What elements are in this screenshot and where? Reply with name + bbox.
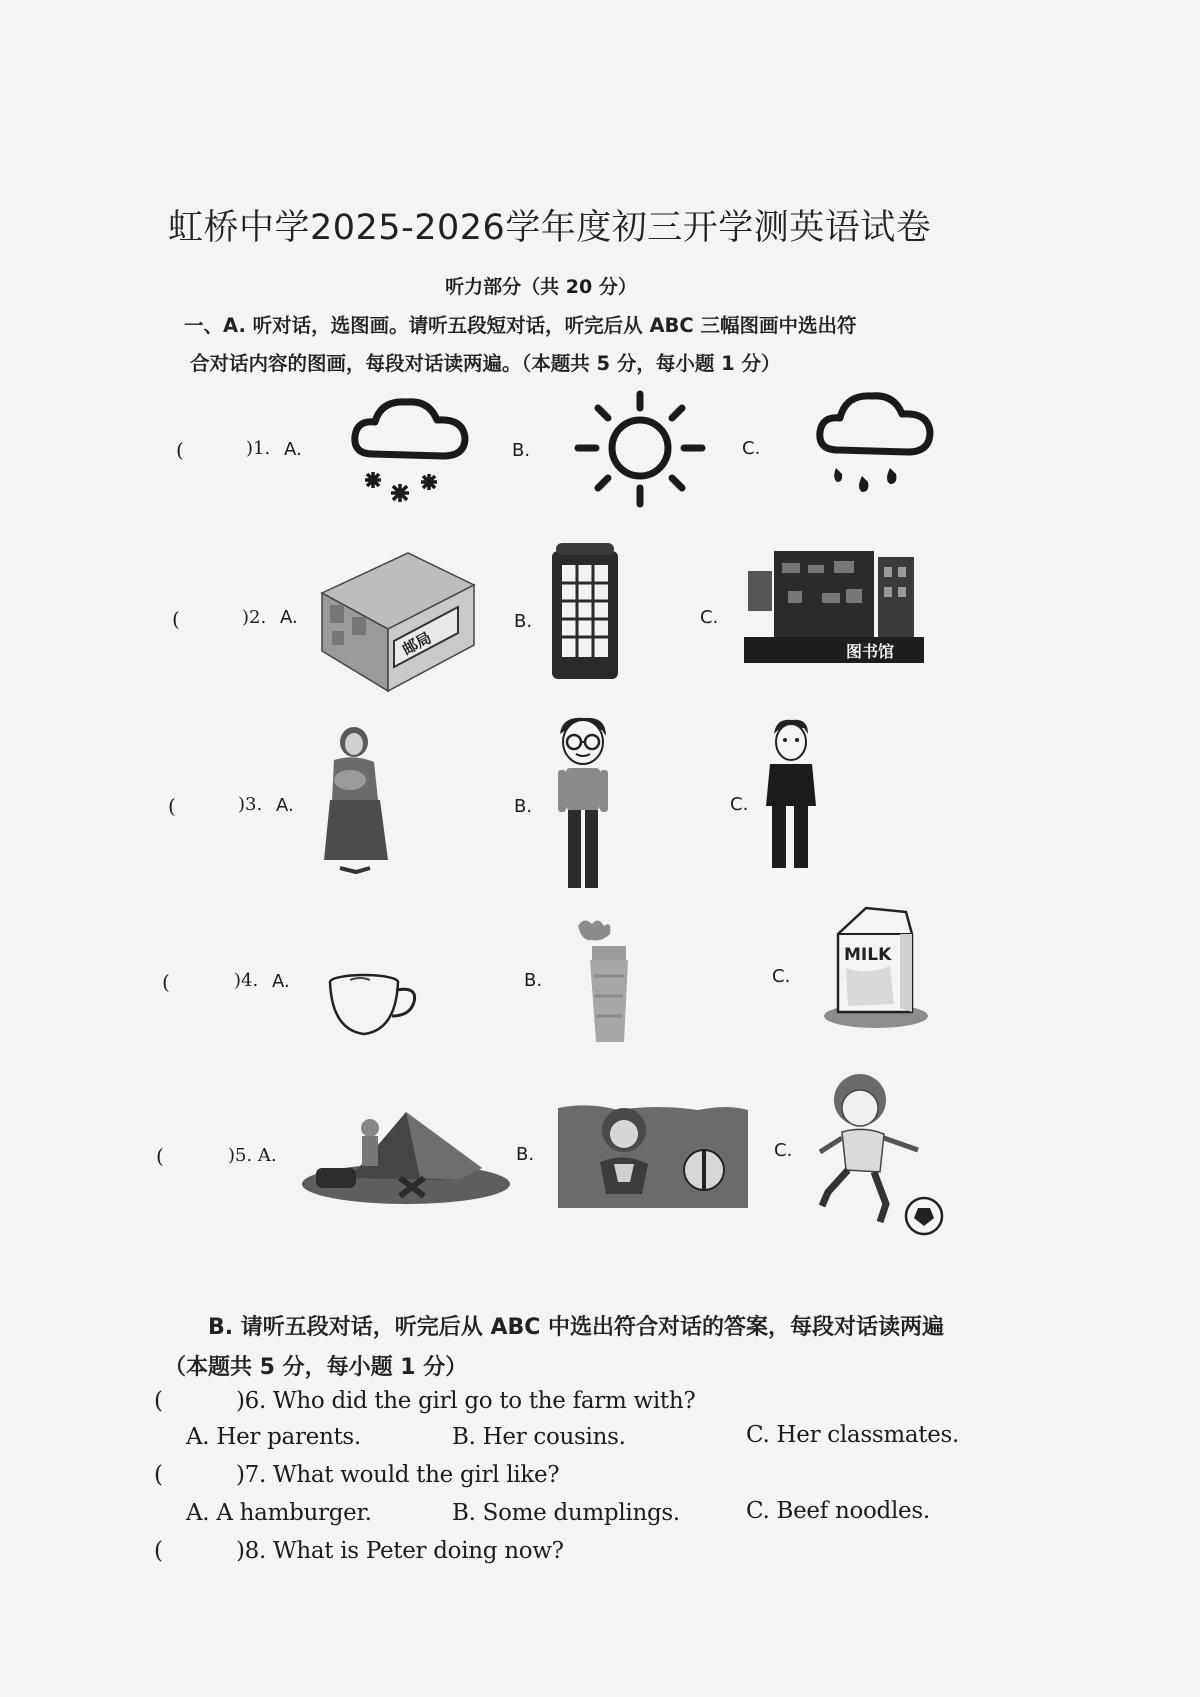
option-c-label: C.: [742, 438, 761, 459]
answer-paren[interactable]: (: [156, 1144, 164, 1168]
option-c-label: C.: [772, 966, 791, 987]
post-office-sign: 邮局: [399, 628, 435, 659]
answer-paren[interactable]: (: [154, 1462, 163, 1488]
part-b-instruction-line2: （本题共 5 分，每小题 1 分）: [164, 1355, 468, 1380]
option-b-label: B.: [514, 611, 533, 632]
hot-drink-cup-image[interactable]: [562, 916, 652, 1046]
option-a-label: A.: [272, 971, 290, 992]
answer-paren[interactable]: (: [172, 607, 180, 631]
question-stem: )8. What is Peter doing now?: [236, 1538, 564, 1564]
question-7: [154, 1462, 854, 1492]
beach-girl-image[interactable]: [558, 1102, 748, 1208]
rain-cloud-icon[interactable]: [810, 384, 940, 504]
milk-carton-image[interactable]: [820, 904, 930, 1030]
part-b-instruction-line1: B. 请听五段对话，听完后从 ABC 中选出符合对话的答案，每段对话读两遍: [208, 1315, 945, 1340]
question-number: )5. A.: [228, 1145, 277, 1166]
q6-option-a[interactable]: A. Her parents.: [186, 1424, 361, 1450]
question-stem: )6. Who did the girl go to the farm with?: [236, 1388, 696, 1414]
option-b-label: B.: [514, 796, 533, 817]
question-stem: )7. What would the girl like?: [236, 1462, 560, 1488]
answer-paren[interactable]: (: [154, 1388, 163, 1414]
question-number: )1.: [246, 438, 271, 459]
question-number: )2.: [242, 607, 267, 628]
q6-option-c[interactable]: C. Her classmates.: [746, 1422, 960, 1448]
boy-playing-football-image[interactable]: [808, 1070, 948, 1238]
option-b-label: B.: [512, 440, 531, 461]
option-c-label: C.: [730, 794, 749, 815]
man-black-shirt-image[interactable]: [760, 716, 820, 876]
option-b-label: B.: [516, 1144, 535, 1165]
snow-cloud-icon[interactable]: [345, 392, 475, 512]
woman-holding-baby-image[interactable]: [316, 724, 396, 884]
option-a-label: A.: [276, 795, 294, 816]
question-6: [154, 1388, 854, 1418]
answer-paren[interactable]: (: [176, 438, 184, 462]
boy-with-glasses-image[interactable]: [548, 714, 618, 896]
option-b-label: B.: [524, 970, 543, 991]
option-a-label: A.: [280, 607, 298, 628]
exam-title: 虹桥中学2025-2026学年度初三开学测英语试卷: [168, 208, 932, 248]
question-8: [154, 1538, 854, 1568]
question-number: )4.: [234, 970, 259, 991]
q7-option-b[interactable]: B. Some dumplings.: [452, 1500, 680, 1526]
answer-paren[interactable]: (: [162, 970, 170, 994]
tea-cup-image[interactable]: [326, 972, 422, 1042]
post-office-image[interactable]: [318, 545, 478, 695]
question-number: )3.: [238, 794, 263, 815]
camping-tent-image[interactable]: [300, 1108, 512, 1204]
option-c-label: C.: [774, 1140, 793, 1161]
answer-paren[interactable]: (: [168, 794, 176, 818]
part-a-instruction-line1: 一、A. 听对话，选图画。请听五段短对话，听完后从 ABC 三幅图画中选出符: [184, 314, 857, 337]
milk-carton-label: MILK: [844, 945, 892, 965]
answer-paren[interactable]: (: [154, 1538, 163, 1564]
sun-icon[interactable]: [570, 386, 710, 516]
library-sign: 图书馆: [846, 642, 895, 661]
q7-option-c[interactable]: C. Beef noodles.: [746, 1498, 930, 1524]
option-c-label: C.: [700, 607, 719, 628]
library-image[interactable]: [744, 543, 924, 665]
listening-heading: 听力部分（共 20 分）: [445, 276, 637, 298]
q6-option-b[interactable]: B. Her cousins.: [452, 1424, 626, 1450]
option-a-label: A.: [284, 439, 302, 460]
phone-booth-image[interactable]: [548, 541, 622, 681]
part-a-instruction-line2: 合对话内容的图画，每段对话读两遍。（本题共 5 分，每小题 1 分）: [190, 352, 781, 375]
q7-option-a[interactable]: A. A hamburger.: [186, 1500, 372, 1526]
